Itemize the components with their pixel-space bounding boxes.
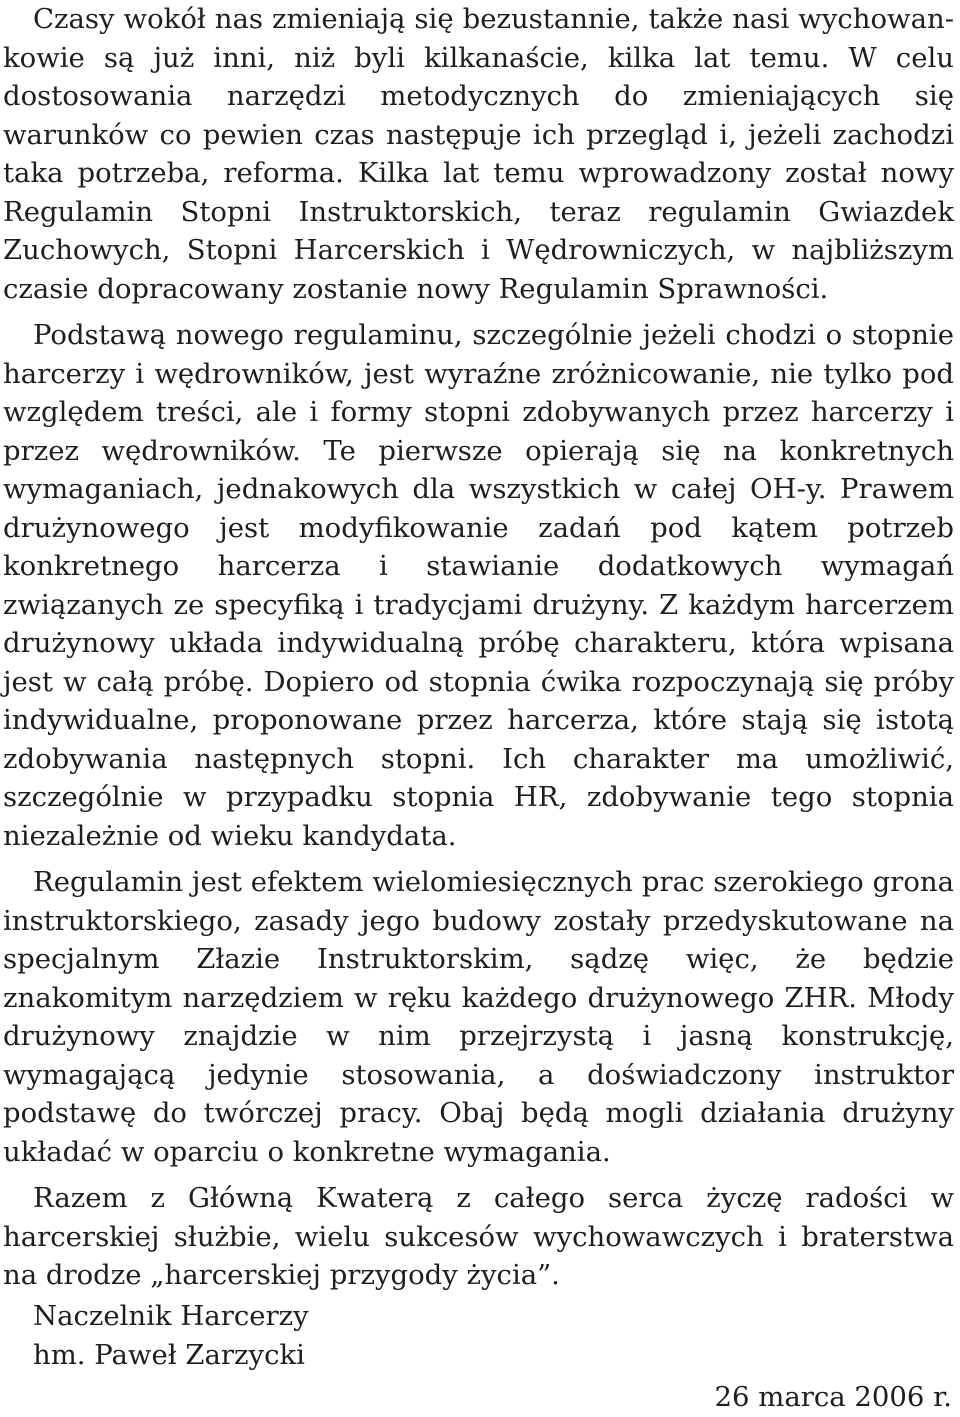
paragraph-regulation-basis: Podstawą nowego regulaminu, szczególnie jeżeli chodzi o stopnie harcerzy i wędrowników, jest wyraźne zróżnicowanie, nie tylko pod względem treści, ale i formy stopni zdobywanych przez harcerzy i przez wędrowników. Te pierwsze opierają się na konkretnych wymaganiach, jednakowych dla wszystkich w całej OH-y. Prawem drużynowego jest modyfikowanie zadań pod kątem potrzeb konkretnego harcerza i stawianie dodatkowych wymagań związanych ze specyfiką i tradycjami drużyny. Z każdym harcerzem drużynowy układa indywidualną próbę charakteru, która wpisana jest w całą próbę. Dopiero od stopnia ćwika rozpoczynają się próby indywidualne, proponowane przez harcerza, które stają się istotą zdobywania następnych stopni. Ich charakter ma umożliwić, szczególnie w przypadku stopnia HR, zdobywanie tego stopnia niezależnie od wieku kandydata. (3, 319, 954, 852)
document-page (3, 0, 954, 1412)
document-date: 26 marca 2006 r. (714, 1381, 952, 1413)
signature-block (33, 1297, 309, 1374)
signature-title: Naczelnik Harcerzy (33, 1300, 309, 1332)
paragraph-intro: Czasy wokół nas zmieniają się bezustannie, także nasi wychowankowie są już inni, niż byli kilkanaście, kilka lat temu. W celu dostosowania narzędzi metodycznych do zmieniających się warunków co pewien czas następuje ich przegląd i, jeżeli zachodzi taka potrzeba, reforma. Kilka lat temu wprowadzony został nowy Regulamin Stopni Instruktorskich, teraz regulamin Gwiazdek Zuchowych, Stopni Harcerskich i Wędrowniczych, w najbliższym czasie dopracowany zostanie nowy Regulamin Sprawności. (3, 3, 954, 305)
paragraph-regulation-effect: Regulamin jest efektem wielomiesięcznych prac szerokiego grona instruktorskiego, zasady jego budowy zostały przedyskutowane na specjalnym Złazie Instruktorskim, sądzę więc, że będzie znakomitym narzędziem w ręku każdego drużynowego ZHR. Młody drużynowy znajdzie w nim przejrzystą i jasną konstrukcję, wymagającą jedynie stosowania, a doświadczony instruktor podstawę do twórczej pracy. Obaj będą mogli działania drużyny układać w oparciu o konkretne wymagania. (3, 866, 954, 1168)
signature-name: hm. Paweł Zarzycki (33, 1338, 305, 1371)
paragraph-wishes: Razem z Główną Kwaterą z całego serca życzę radości w harcerskiej służbie, wielu sukcesów wychowawczych i braterstwa na drodze „harcerskiej przygody życia”. (3, 1182, 954, 1291)
